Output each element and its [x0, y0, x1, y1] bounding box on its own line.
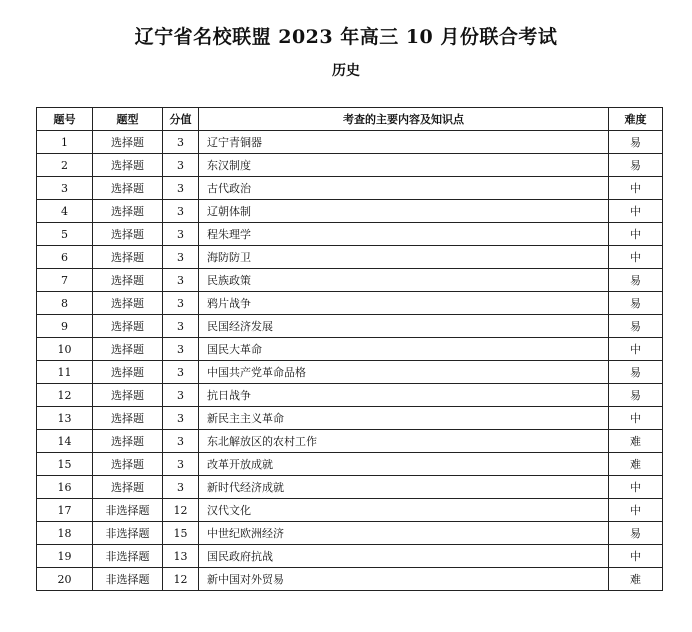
cell-topic: 汉代文化	[199, 499, 609, 522]
cell-score: 3	[163, 200, 199, 223]
cell-score: 3	[163, 223, 199, 246]
cell-difficulty: 中	[609, 177, 663, 200]
table-row	[37, 315, 663, 338]
cell-difficulty: 易	[609, 384, 663, 407]
table-row	[37, 430, 663, 453]
cell-difficulty: 中	[609, 499, 663, 522]
cell-difficulty: 中	[609, 338, 663, 361]
cell-topic: 新中国对外贸易	[199, 568, 609, 591]
table-row	[37, 499, 663, 522]
cell-topic: 古代政治	[199, 177, 609, 200]
cell-topic: 新民主主义革命	[199, 407, 609, 430]
cell-difficulty: 易	[609, 154, 663, 177]
header-content-topic: 考查的主要内容及知识点	[199, 108, 609, 131]
table-body	[37, 131, 663, 591]
cell-topic: 辽宁青铜器	[199, 131, 609, 154]
cell-difficulty: 中	[609, 246, 663, 269]
cell-difficulty: 难	[609, 568, 663, 591]
cell-question-type: 非选择题	[93, 499, 163, 522]
cell-question-type: 选择题	[93, 338, 163, 361]
exam-analysis-table	[36, 107, 663, 591]
table-row	[37, 522, 663, 545]
table-row	[37, 453, 663, 476]
cell-question-type: 选择题	[93, 223, 163, 246]
cell-topic: 东汉制度	[199, 154, 609, 177]
cell-question-type: 非选择题	[93, 545, 163, 568]
cell-difficulty: 易	[609, 292, 663, 315]
cell-topic: 国民政府抗战	[199, 545, 609, 568]
cell-topic: 民国经济发展	[199, 315, 609, 338]
cell-question-type: 选择题	[93, 177, 163, 200]
table-row	[37, 154, 663, 177]
cell-question-number: 5	[37, 223, 93, 246]
header-difficulty: 难度	[609, 108, 663, 131]
table-row	[37, 246, 663, 269]
cell-question-number: 14	[37, 430, 93, 453]
cell-difficulty: 中	[609, 223, 663, 246]
header-question-type: 题型	[93, 108, 163, 131]
cell-question-number: 8	[37, 292, 93, 315]
cell-topic: 程朱理学	[199, 223, 609, 246]
table-row	[37, 407, 663, 430]
cell-difficulty: 易	[609, 269, 663, 292]
cell-question-type: 选择题	[93, 292, 163, 315]
cell-question-number: 7	[37, 269, 93, 292]
cell-topic: 海防防卫	[199, 246, 609, 269]
cell-score: 12	[163, 499, 199, 522]
table-row	[37, 361, 663, 384]
cell-score: 3	[163, 430, 199, 453]
cell-question-type: 选择题	[93, 476, 163, 499]
header-score: 分值	[163, 108, 199, 131]
cell-topic: 民族政策	[199, 269, 609, 292]
cell-score: 3	[163, 453, 199, 476]
cell-question-number: 13	[37, 407, 93, 430]
cell-topic: 辽朝体制	[199, 200, 609, 223]
cell-question-type: 选择题	[93, 154, 163, 177]
cell-score: 3	[163, 131, 199, 154]
cell-question-number: 1	[37, 131, 93, 154]
cell-topic: 改革开放成就	[199, 453, 609, 476]
cell-question-number: 2	[37, 154, 93, 177]
table-row	[37, 545, 663, 568]
cell-topic: 新时代经济成就	[199, 476, 609, 499]
cell-score: 3	[163, 154, 199, 177]
cell-difficulty: 易	[609, 131, 663, 154]
cell-question-number: 16	[37, 476, 93, 499]
cell-score: 3	[163, 246, 199, 269]
cell-question-number: 6	[37, 246, 93, 269]
cell-question-type: 选择题	[93, 246, 163, 269]
cell-question-type: 选择题	[93, 361, 163, 384]
cell-topic: 东北解放区的农村工作	[199, 430, 609, 453]
cell-question-type: 选择题	[93, 453, 163, 476]
cell-score: 3	[163, 338, 199, 361]
cell-question-type: 选择题	[93, 315, 163, 338]
cell-question-number: 18	[37, 522, 93, 545]
cell-score: 3	[163, 292, 199, 315]
cell-question-type: 非选择题	[93, 522, 163, 545]
table-row	[37, 177, 663, 200]
cell-difficulty: 中	[609, 545, 663, 568]
cell-difficulty: 中	[609, 407, 663, 430]
table-row	[37, 338, 663, 361]
cell-difficulty: 中	[609, 476, 663, 499]
cell-difficulty: 易	[609, 315, 663, 338]
cell-difficulty: 易	[609, 361, 663, 384]
cell-question-number: 19	[37, 545, 93, 568]
cell-question-type: 选择题	[93, 269, 163, 292]
header-question-number: 题号	[37, 108, 93, 131]
cell-difficulty: 中	[609, 200, 663, 223]
table-row	[37, 269, 663, 292]
cell-score: 3	[163, 361, 199, 384]
cell-question-number: 10	[37, 338, 93, 361]
cell-question-type: 选择题	[93, 407, 163, 430]
cell-question-number: 4	[37, 200, 93, 223]
cell-difficulty: 易	[609, 522, 663, 545]
cell-question-number: 3	[37, 177, 93, 200]
cell-score: 15	[163, 522, 199, 545]
cell-question-number: 12	[37, 384, 93, 407]
cell-difficulty: 难	[609, 430, 663, 453]
cell-question-type: 选择题	[93, 131, 163, 154]
table-row	[37, 200, 663, 223]
page-title: 辽宁省名校联盟 2023 年高三 10 月份联合考试	[134, 26, 558, 48]
cell-question-type: 选择题	[93, 430, 163, 453]
table-header-row	[37, 108, 663, 131]
cell-difficulty: 难	[609, 453, 663, 476]
cell-topic: 国民大革命	[199, 338, 609, 361]
cell-score: 12	[163, 568, 199, 591]
table-row	[37, 568, 663, 591]
table-row	[37, 476, 663, 499]
cell-question-type: 选择题	[93, 200, 163, 223]
cell-score: 3	[163, 177, 199, 200]
table-row	[37, 131, 663, 154]
cell-question-number: 17	[37, 499, 93, 522]
table-row	[37, 292, 663, 315]
cell-score: 3	[163, 407, 199, 430]
table-row	[37, 223, 663, 246]
table-row	[37, 384, 663, 407]
cell-score: 3	[163, 476, 199, 499]
subject-subtitle: 历史	[332, 63, 360, 79]
cell-topic: 抗日战争	[199, 384, 609, 407]
cell-question-type: 非选择题	[93, 568, 163, 591]
cell-question-number: 15	[37, 453, 93, 476]
cell-topic: 鸦片战争	[199, 292, 609, 315]
cell-score: 3	[163, 384, 199, 407]
cell-score: 3	[163, 315, 199, 338]
cell-question-number: 11	[37, 361, 93, 384]
cell-topic: 中国共产党革命品格	[199, 361, 609, 384]
cell-question-type: 选择题	[93, 384, 163, 407]
cell-question-number: 9	[37, 315, 93, 338]
cell-score: 3	[163, 269, 199, 292]
cell-question-number: 20	[37, 568, 93, 591]
cell-score: 13	[163, 545, 199, 568]
cell-topic: 中世纪欧洲经济	[199, 522, 609, 545]
